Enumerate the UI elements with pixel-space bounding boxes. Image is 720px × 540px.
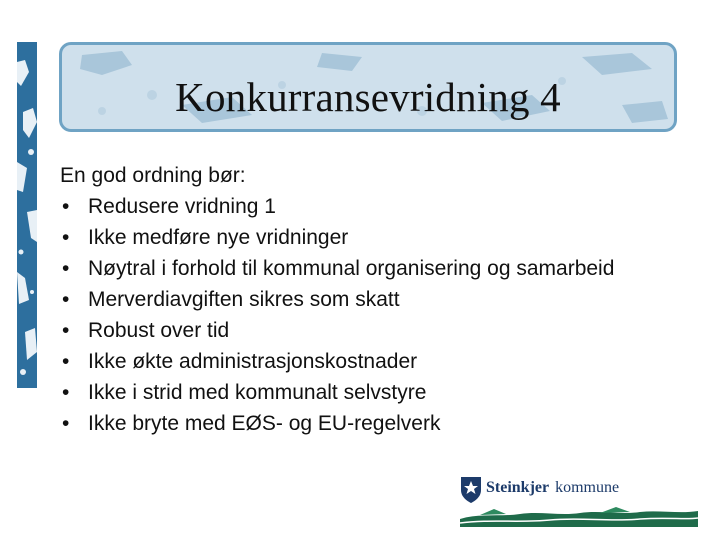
bullet-item: • Ikke økte administrasjonskostnader bbox=[60, 346, 620, 377]
slide-body bbox=[60, 160, 620, 439]
bullet-item: • Merverdiavgiften sikres som skatt bbox=[60, 284, 620, 315]
bullet-list bbox=[60, 191, 620, 439]
logo-wordmark bbox=[486, 479, 619, 497]
bullet-item: • Ikke bryte med EØS- og EU-regelverk bbox=[60, 408, 620, 439]
bullet-item: • Ikke i strid med kommunalt selvstyre bbox=[60, 377, 620, 408]
logo-kommune: kommune bbox=[555, 479, 620, 496]
title-banner bbox=[59, 42, 677, 132]
logo-town: Steinkjer bbox=[486, 479, 550, 496]
intro-text: En god ordning bør: bbox=[60, 164, 246, 187]
steinkjer-kommune-logo bbox=[458, 476, 698, 506]
slide-title: Konkurransevridning 4 bbox=[175, 74, 561, 120]
bullet-item: • Robust over tid bbox=[60, 315, 620, 346]
bullet-item: • Ikke medføre nye vridninger bbox=[60, 222, 620, 253]
coat-of-arms-icon bbox=[460, 476, 482, 504]
bullet-item: • Nøytral i forhold til kommunal organisering og samarbeid bbox=[60, 253, 620, 284]
landscape-decoration bbox=[460, 505, 698, 527]
bullet-item: • Redusere vridning 1 bbox=[60, 191, 620, 222]
decorative-map-strip bbox=[17, 42, 37, 388]
